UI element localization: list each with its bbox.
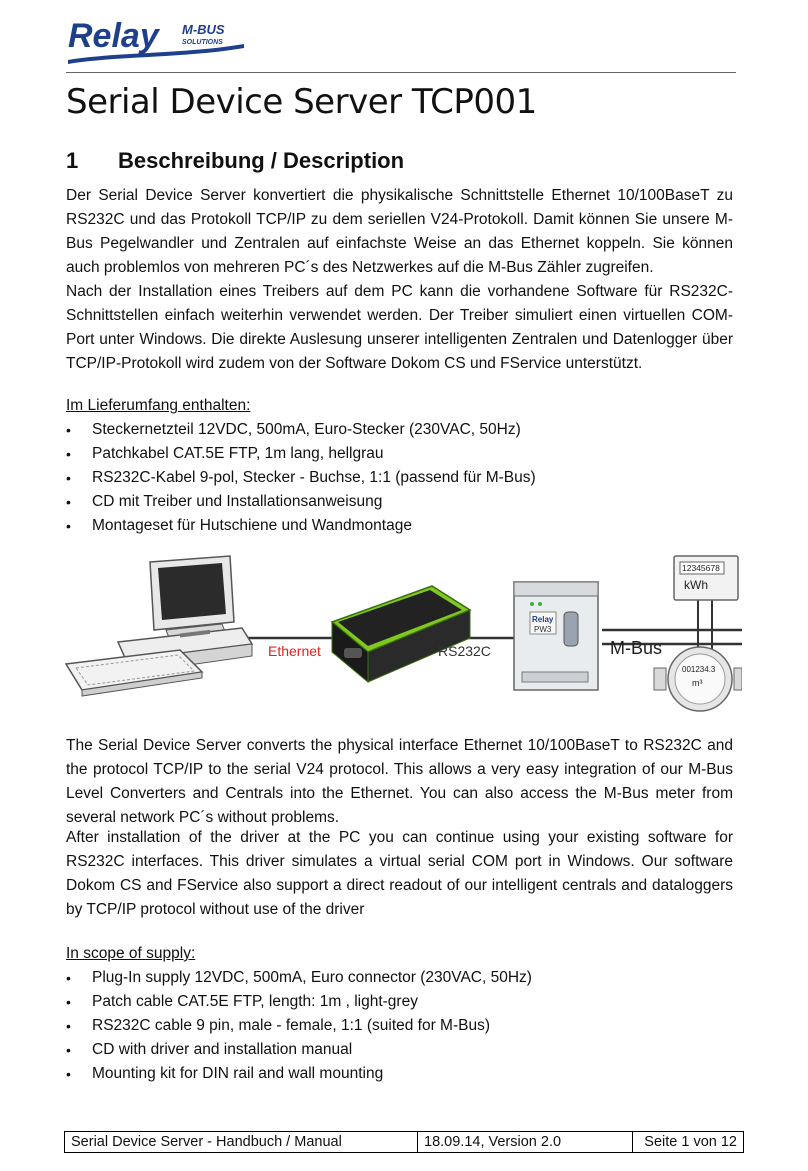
section-number: 1 [66, 148, 79, 173]
german-paragraph-2: Nach der Installation eines Treibers auf dem PC kann die vorhandene Software für RS232C-Schnittstellen einfach weiterhin verwendet werden. Der Treiber simuliert einen virtuellen COM-Port unter Windows. Die direkte Auslesung unserer intelligenten Zentralen und Datenlogger über TCP/IP-Protokoll wird zudem von der Software Dokom CS und FService unterstützt. [66, 283, 733, 372]
english-scope-label: In scope of supply: [66, 945, 196, 962]
german-paragraph-1: Der Serial Device Server konvertiert die physikalische Schnittstelle Ethernet 10/100BaseT zu RS232C und das Protokoll TCP/IP zu dem seriellen V24-Protokoll. Damit können Sie unsere M-Bus Pegelwandler und Zentralen auf einfachste Weise an das Ethernet koppeln. Sie können auch problemlos von mehreren PC´s des Netzwerkes auf die M-Bus Zähler zugreifen. [66, 187, 733, 276]
list-item: • Steckernetzteil 12VDC, 500mA, Euro-Stecker (230VAC, 50Hz) [66, 418, 536, 442]
section-title: Beschreibung / Description [118, 148, 405, 173]
section-heading [66, 148, 404, 174]
relay-logo [66, 14, 246, 66]
english-paragraph-2: After installation of the driver at the PC you can continue using your existing software for RS232C interfaces. This driver simulates a virtual serial COM port in Windows. Our software Dokom CS and FService also support a direct readout of our intelligent centrals and dataloggers by TCP/IP protocol without use of the driver [66, 829, 733, 918]
mbus-label: M-Bus [610, 638, 663, 658]
german-scope-list [66, 418, 536, 538]
device-server-icon [332, 586, 470, 682]
list-item: • RS232C cable 9 pin, male - female, 1:1 (suited for M-Bus) [66, 1014, 532, 1038]
converter-model: PW3 [534, 625, 552, 634]
footer-page-number: Seite 1 von 12 [644, 1134, 737, 1150]
list-item: • Patchkabel CAT.5E FTP, 1m lang, hellgrau [66, 442, 536, 466]
document-title: Serial Device Server TCP001 [66, 82, 537, 122]
logo-wordmark: Relay [68, 17, 159, 55]
german-scope-label: Im Lieferumfang enthalten: [66, 397, 251, 414]
list-item: • Montageset für Hutschiene und Wandmontage [66, 514, 536, 538]
logo-solutions: SOLUTIONS [182, 39, 223, 46]
meter-unit: kWh [684, 578, 708, 592]
page-footer [64, 1131, 744, 1153]
rs232-label: RS232C [438, 643, 491, 659]
header-rule [66, 72, 736, 73]
logo-mbus: M-BUS [182, 22, 225, 37]
water-meter-unit: m³ [692, 678, 703, 688]
english-paragraph-1: The Serial Device Server converts the physical interface Ethernet 10/100BaseT to RS232C and the protocol TCP/IP to the serial V24 protocol. This allows a very easy integration of our M-Bus Level Converters and Centrals into the Ethernet. You can also access the M-Bus meter from several network PC´s without problems. [66, 737, 733, 826]
water-meter-icon [654, 647, 742, 711]
converter-brand: Relay [532, 615, 554, 624]
english-scope-list [66, 966, 532, 1086]
list-item: • RS232C-Kabel 9-pol, Stecker - Buchse, 1:1 (passend für M-Bus) [66, 466, 536, 490]
list-item: • Patch cable CAT.5E FTP, length: 1m , light-grey [66, 990, 532, 1014]
computer-icon [66, 556, 252, 696]
ethernet-label: Ethernet [268, 643, 321, 659]
electricity-meter-icon [674, 556, 738, 600]
list-item: • CD with driver and installation manual [66, 1038, 532, 1062]
list-item: • Mounting kit for DIN rail and wall mounting [66, 1062, 532, 1086]
system-diagram [62, 552, 742, 718]
footer-version: 18.09.14, Version 2.0 [418, 1132, 633, 1152]
list-item: • CD mit Treiber und Installationsanweisung [66, 490, 536, 514]
meter-display-value: 12345678 [682, 563, 720, 573]
level-converter-icon [514, 582, 598, 690]
water-meter-value: 001234.3 [682, 665, 716, 674]
list-item: • Plug-In supply 12VDC, 500mA, Euro connector (230VAC, 50Hz) [66, 966, 532, 990]
footer-document: Serial Device Server - Handbuch / Manual [65, 1132, 418, 1152]
